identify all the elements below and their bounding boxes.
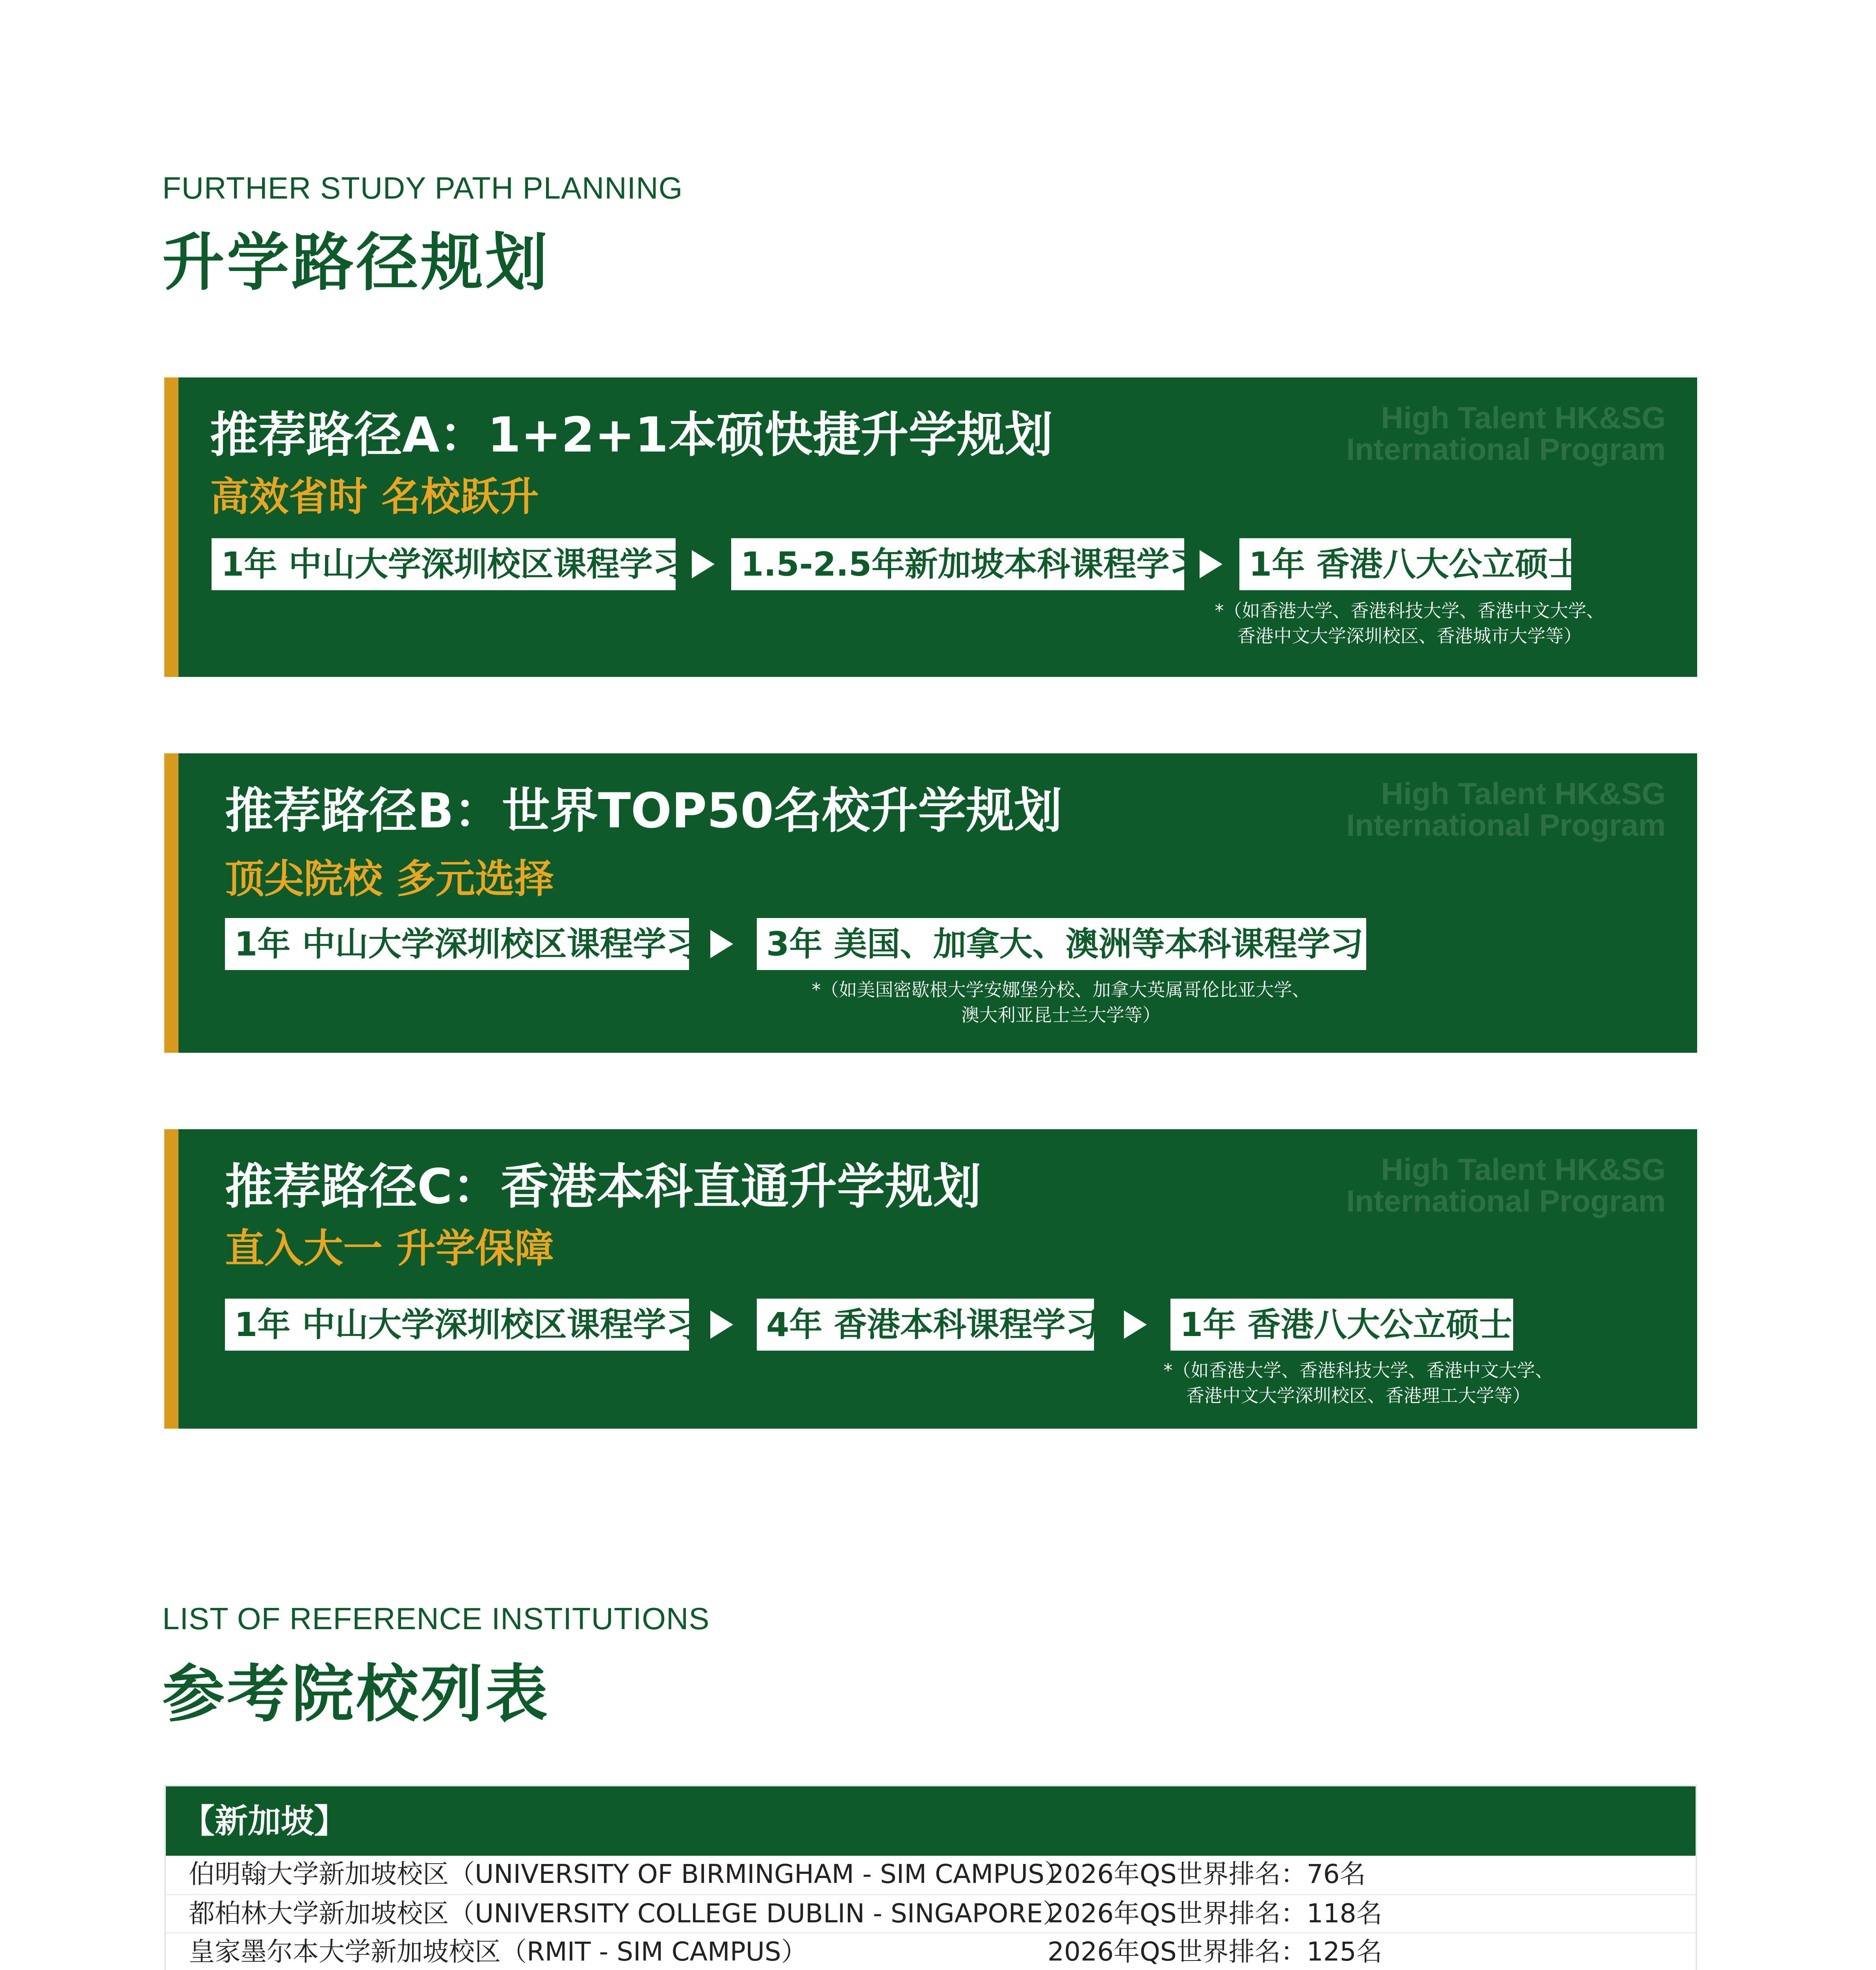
path-a-subtitle: 高效省时 名校跃升 [210,474,539,520]
path-c-note-line1: *（如香港大学、香港科技大学、香港中文大学、 [1163,1360,1553,1381]
path-b-note-line2: 澳大利亚昆士兰大学等） [961,1004,1161,1026]
arrow-icon [710,930,733,958]
list-zh-title: 参考院校列表 [162,1658,550,1730]
path-a-note-line1: *（如香港大学、香港科技大学、香港中文大学、 [1215,600,1605,621]
institution-name: 伯明翰大学新加坡校区（UNIVERSITY OF BIRMINGHAM - SIM CAMPUS） [189,1859,1071,1889]
path-c-title: 推荐路径C：香港本科直通升学规划 [225,1159,981,1215]
path-c-note [1132,1358,1585,1408]
arrow-icon [692,550,715,578]
arrow-icon [1124,1310,1147,1339]
singapore-table-header: 【新加坡】 [166,1786,1696,1856]
section-en-title: FURTHER STUDY PATH PLANNING [162,171,683,205]
path-a-step-3: 1年 香港八大公立硕士 [1239,538,1571,590]
path-a-note-line2: 香港中文大学深圳校区、香港城市大学等） [1237,625,1582,647]
section-zh-title: 升学路径规划 [162,227,550,299]
path-b-card [164,753,1697,1053]
watermark-line2: International Program [1346,1184,1666,1218]
path-a-card [164,377,1697,677]
table-row [166,1856,1696,1894]
path-c-card [164,1129,1697,1429]
institution-name: 都柏林大学新加坡校区（UNIVERSITY COLLEGE DUBLIN - SINGAPORE） [189,1898,1069,1929]
path-b-note [785,977,1337,1028]
path-a-step-2: 1.5-2.5年新加坡本科课程学习 [731,538,1184,590]
path-b-note-line1: *（如美国密歇根大学安娜堡分校、加拿大英属哥伦比亚大学、 [812,979,1310,1000]
arrow-icon [1200,550,1222,578]
singapore-table [164,1785,1697,1970]
institution-info: 2026年QS世界排名：76名 [1048,1859,1366,1889]
table-row [166,1932,1696,1970]
watermark [1347,402,1666,465]
singapore-table-body [166,1856,1696,1970]
path-a-title: 推荐路径A：1+2+1本硕快捷升学规划 [210,407,1053,463]
path-c-step-2: 4年 香港本科课程学习 [757,1299,1094,1351]
path-c-step-3: 1年 香港八大公立硕士 [1170,1299,1513,1351]
institution-info: 2026年QS世界排名：118名 [1048,1898,1382,1929]
watermark-line1: High Talent HK&SG [1381,1152,1666,1187]
path-b-subtitle: 顶尖院校 多元选择 [225,856,554,902]
path-a-note [1203,598,1616,649]
path-b-title: 推荐路径B：世界TOP50名校升学规划 [225,783,1062,839]
path-a-step-1: 1年 中山大学深圳校区课程学习 [212,538,676,590]
path-b-step-2: 3年 美国、加拿大、澳洲等本科课程学习 [757,918,1366,970]
path-c-step-1: 1年 中山大学深圳校区课程学习 [225,1299,689,1351]
path-b-step-1: 1年 中山大学深圳校区课程学习 [225,918,689,970]
table-row [166,1894,1696,1932]
path-c-subtitle: 直入大一 升学保障 [225,1225,554,1271]
path-c-note-line2: 香港中文大学深圳校区、香港理工大学等） [1186,1385,1531,1406]
watermark-line2: International Program [1346,432,1666,466]
watermark-line1: High Talent HK&SG [1381,400,1666,435]
watermark-line1: High Talent HK&SG [1381,776,1666,811]
arrow-icon [710,1310,733,1339]
watermark [1347,1154,1666,1217]
watermark-line2: International Program [1346,808,1666,842]
list-en-title: LIST OF REFERENCE INSTITUTIONS [162,1601,710,1636]
institution-name: 皇家墨尔本大学新加坡校区（RMIT - SIM CAMPUS） [189,1937,807,1967]
watermark [1347,778,1666,841]
institution-info: 2026年QS世界排名：125名 [1048,1937,1382,1967]
